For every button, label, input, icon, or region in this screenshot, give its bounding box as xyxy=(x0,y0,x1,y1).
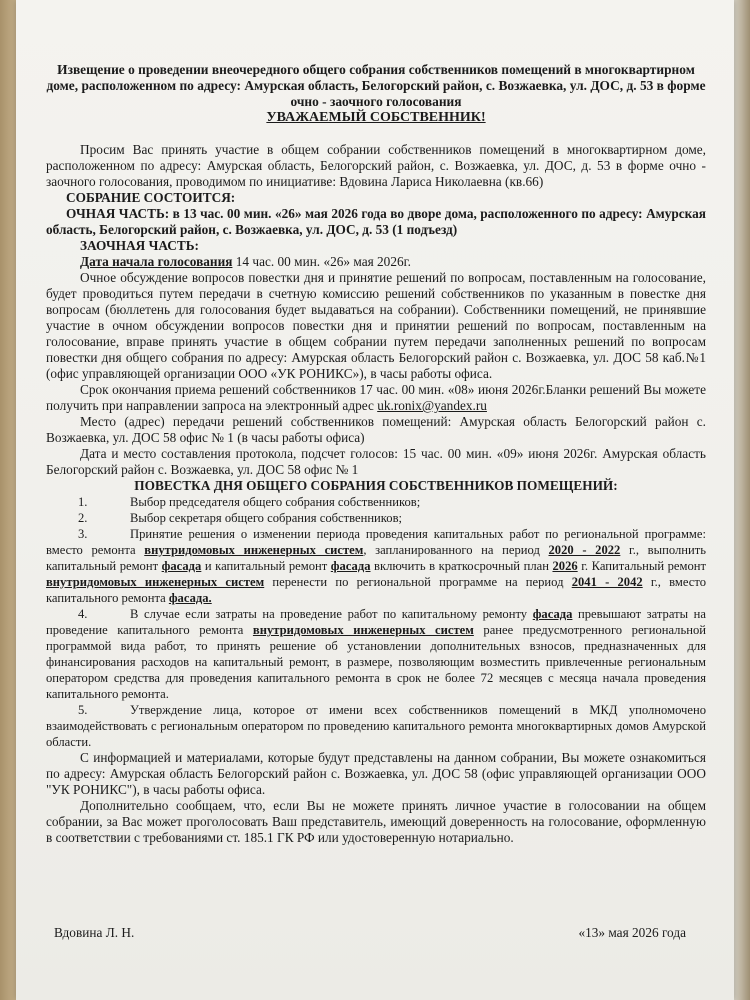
vote-start xyxy=(46,254,706,270)
email-link[interactable]: uk.ronix@yandex.ru xyxy=(377,398,487,413)
in-person-part: ОЧНАЯ ЧАСТЬ: в 13 час. 00 мин. «26» мая 2026 года во дворе дома, расположенного по адресу: Амурская область, Белогорский район, с. Возжаевка, ул. ДОС, д. 53 (1 подъезд) xyxy=(46,206,706,237)
agenda-heading: ПОВЕСТКА ДНЯ ОБЩЕГО СОБРАНИЯ СОБСТВЕННИКОВ ПОМЕЩЕНИЙ: xyxy=(134,478,618,493)
background-surface-right xyxy=(734,0,750,1000)
protocol-paragraph: Дата и место составления протокола, подсчет голосов: 15 час. 00 мин. «09» июня 2026г. Амурская область Белогорский район с. Возжаевка, ул. ДОС 58 офис № 1 xyxy=(46,446,706,477)
paper-sheet xyxy=(16,0,734,1000)
agenda-list xyxy=(46,494,706,750)
notice-title: Извещение о проведении внеочередного общего собрания собственников помещений в многоквартирном доме, расположенном по адресу: Амурская область, Белогорский район, с. Возжаевка, ул. ДОС, д. 53 в форме очно - заочного голосования xyxy=(46,62,706,109)
agenda-item-4: 4. В случае если затраты на проведение работ по капитальному ремонту фасада превышают затраты на проведение капитального ремонта внутридомовых инженерных систем ранее предусмотренного региональной программой вида работ, то принять решение об установлении дополнительных взносов, предназначенных для финансирования расходов на капитальный ремонт, в размере, позволяющим возместить привлеченные региональным оператором средства для проведения капитального ремонта в срок не более 72 месяцев с месяца начала проведения капитального ремонта. xyxy=(46,607,707,701)
signature-date: «13» мая 2026 года xyxy=(578,925,686,940)
intro-paragraph: Просим Вас принять участие в общем собрании собственников помещений в многоквартирном доме, расположенном по адресу: Амурская область, Белогорский район, с. Возжаевка, ул. ДОС, д. 53 в форме очно - заочного голосования, проводимом по инициативе: Вдовина Лариса Николаевна (кв.66) xyxy=(46,142,706,189)
absentee-heading: ЗАОЧНАЯ ЧАСТЬ: xyxy=(80,238,199,253)
signature-name: Вдовина Л. Н. xyxy=(54,925,135,940)
notice-body xyxy=(46,62,706,846)
deadline-text: Срок окончания приема решений собственников 17 час. 00 мин. «08» июня 2026г.Бланки решений Вы можете получить при направлении запроса на электронный адрес xyxy=(46,382,706,413)
vote-start-label: Дата начала голосования xyxy=(80,254,233,269)
agenda-item-3: 3. Принятие решения о изменении периода проведения капитальных работ по региональной программе: вместо ремонта внутридомовых инженерных систем, запланированного на период 2020 - 2022 г., выполнить капитальный ремонт фасада и капитальный ремонт фасада включить в краткосрочный план 2026 г. Капитальный ремонт внутридомовых инженерных систем перенести по региональной программе на период 2041 - 2042 г., вместо капитального ремонта фасада. xyxy=(46,527,707,605)
deadline-paragraph xyxy=(46,382,706,414)
agenda-item: 2. Выбор секретаря общего собрания собственников; xyxy=(78,511,403,525)
meeting-heading: СОБРАНИЕ СОСТОИТСЯ: xyxy=(66,190,236,205)
agenda-item-5: 5. Утверждение лица, которое от имени всех собственников помещений в МКД уполномочено взаимодействовать с региональным оператором по проведению капитального ремонта многоквартирных домов Амурской области. xyxy=(46,703,706,749)
vote-start-value: 14 час. 00 мин. «26» мая 2026г. xyxy=(232,254,411,269)
info-paragraph: С информацией и материалами, которые будут представлены на данном собрании, Вы можете ознакомиться по адресу: Амурская область Белогорский район с. Возжаевка, ул. ДОС 58 (офис управляющей организации ООО "УК РОНИКС"), в часы работы офиса. xyxy=(46,750,706,797)
salutation: УВАЖАЕМЫЙ СОБСТВЕННИК! xyxy=(266,110,486,125)
additional-paragraph: Дополнительно сообщаем, что, если Вы не можете принять личное участие в голосовании на общем собрании, за Вас может проголосовать Ваш представитель, имеющий доверенность на голосование, оформленную в соответствии с требованиями ст. 185.1 ГК РФ или удостоверенную нотариально. xyxy=(46,798,706,845)
discussion-paragraph: Очное обсуждение вопросов повестки дня и принятие решений по вопросам, поставленным на голосование, будет проводиться путем передачи в счетную комиссию решений собственников по указанным в повестке дня вопросам (бюллетень для голосования будет выдаваться на собрании). Собственники помещений, не принявшие участие в очном обсуждении вопросов повестки дня и принятии решений по вопросам, поставленным на голосование, вправе принять участие в общем собрании путем передачи заполненных решений по вопросам повестки дня общего собрания по адресу: Амурская область Белогорский район с. Возжаевка, ул. ДОС 58 каб.№1 (офис управляющей организации ООО «УК РОНИКС»), в часы работы офиса. xyxy=(46,270,706,381)
place-paragraph: Место (адрес) передачи решений собственников помещений: Амурская область Белогорский район с. Возжаевка, ул. ДОС 58 офис № 1 (в часы работы офиса) xyxy=(46,414,706,445)
agenda-item: 1. Выбор председателя общего собрания собственников; xyxy=(78,495,421,509)
